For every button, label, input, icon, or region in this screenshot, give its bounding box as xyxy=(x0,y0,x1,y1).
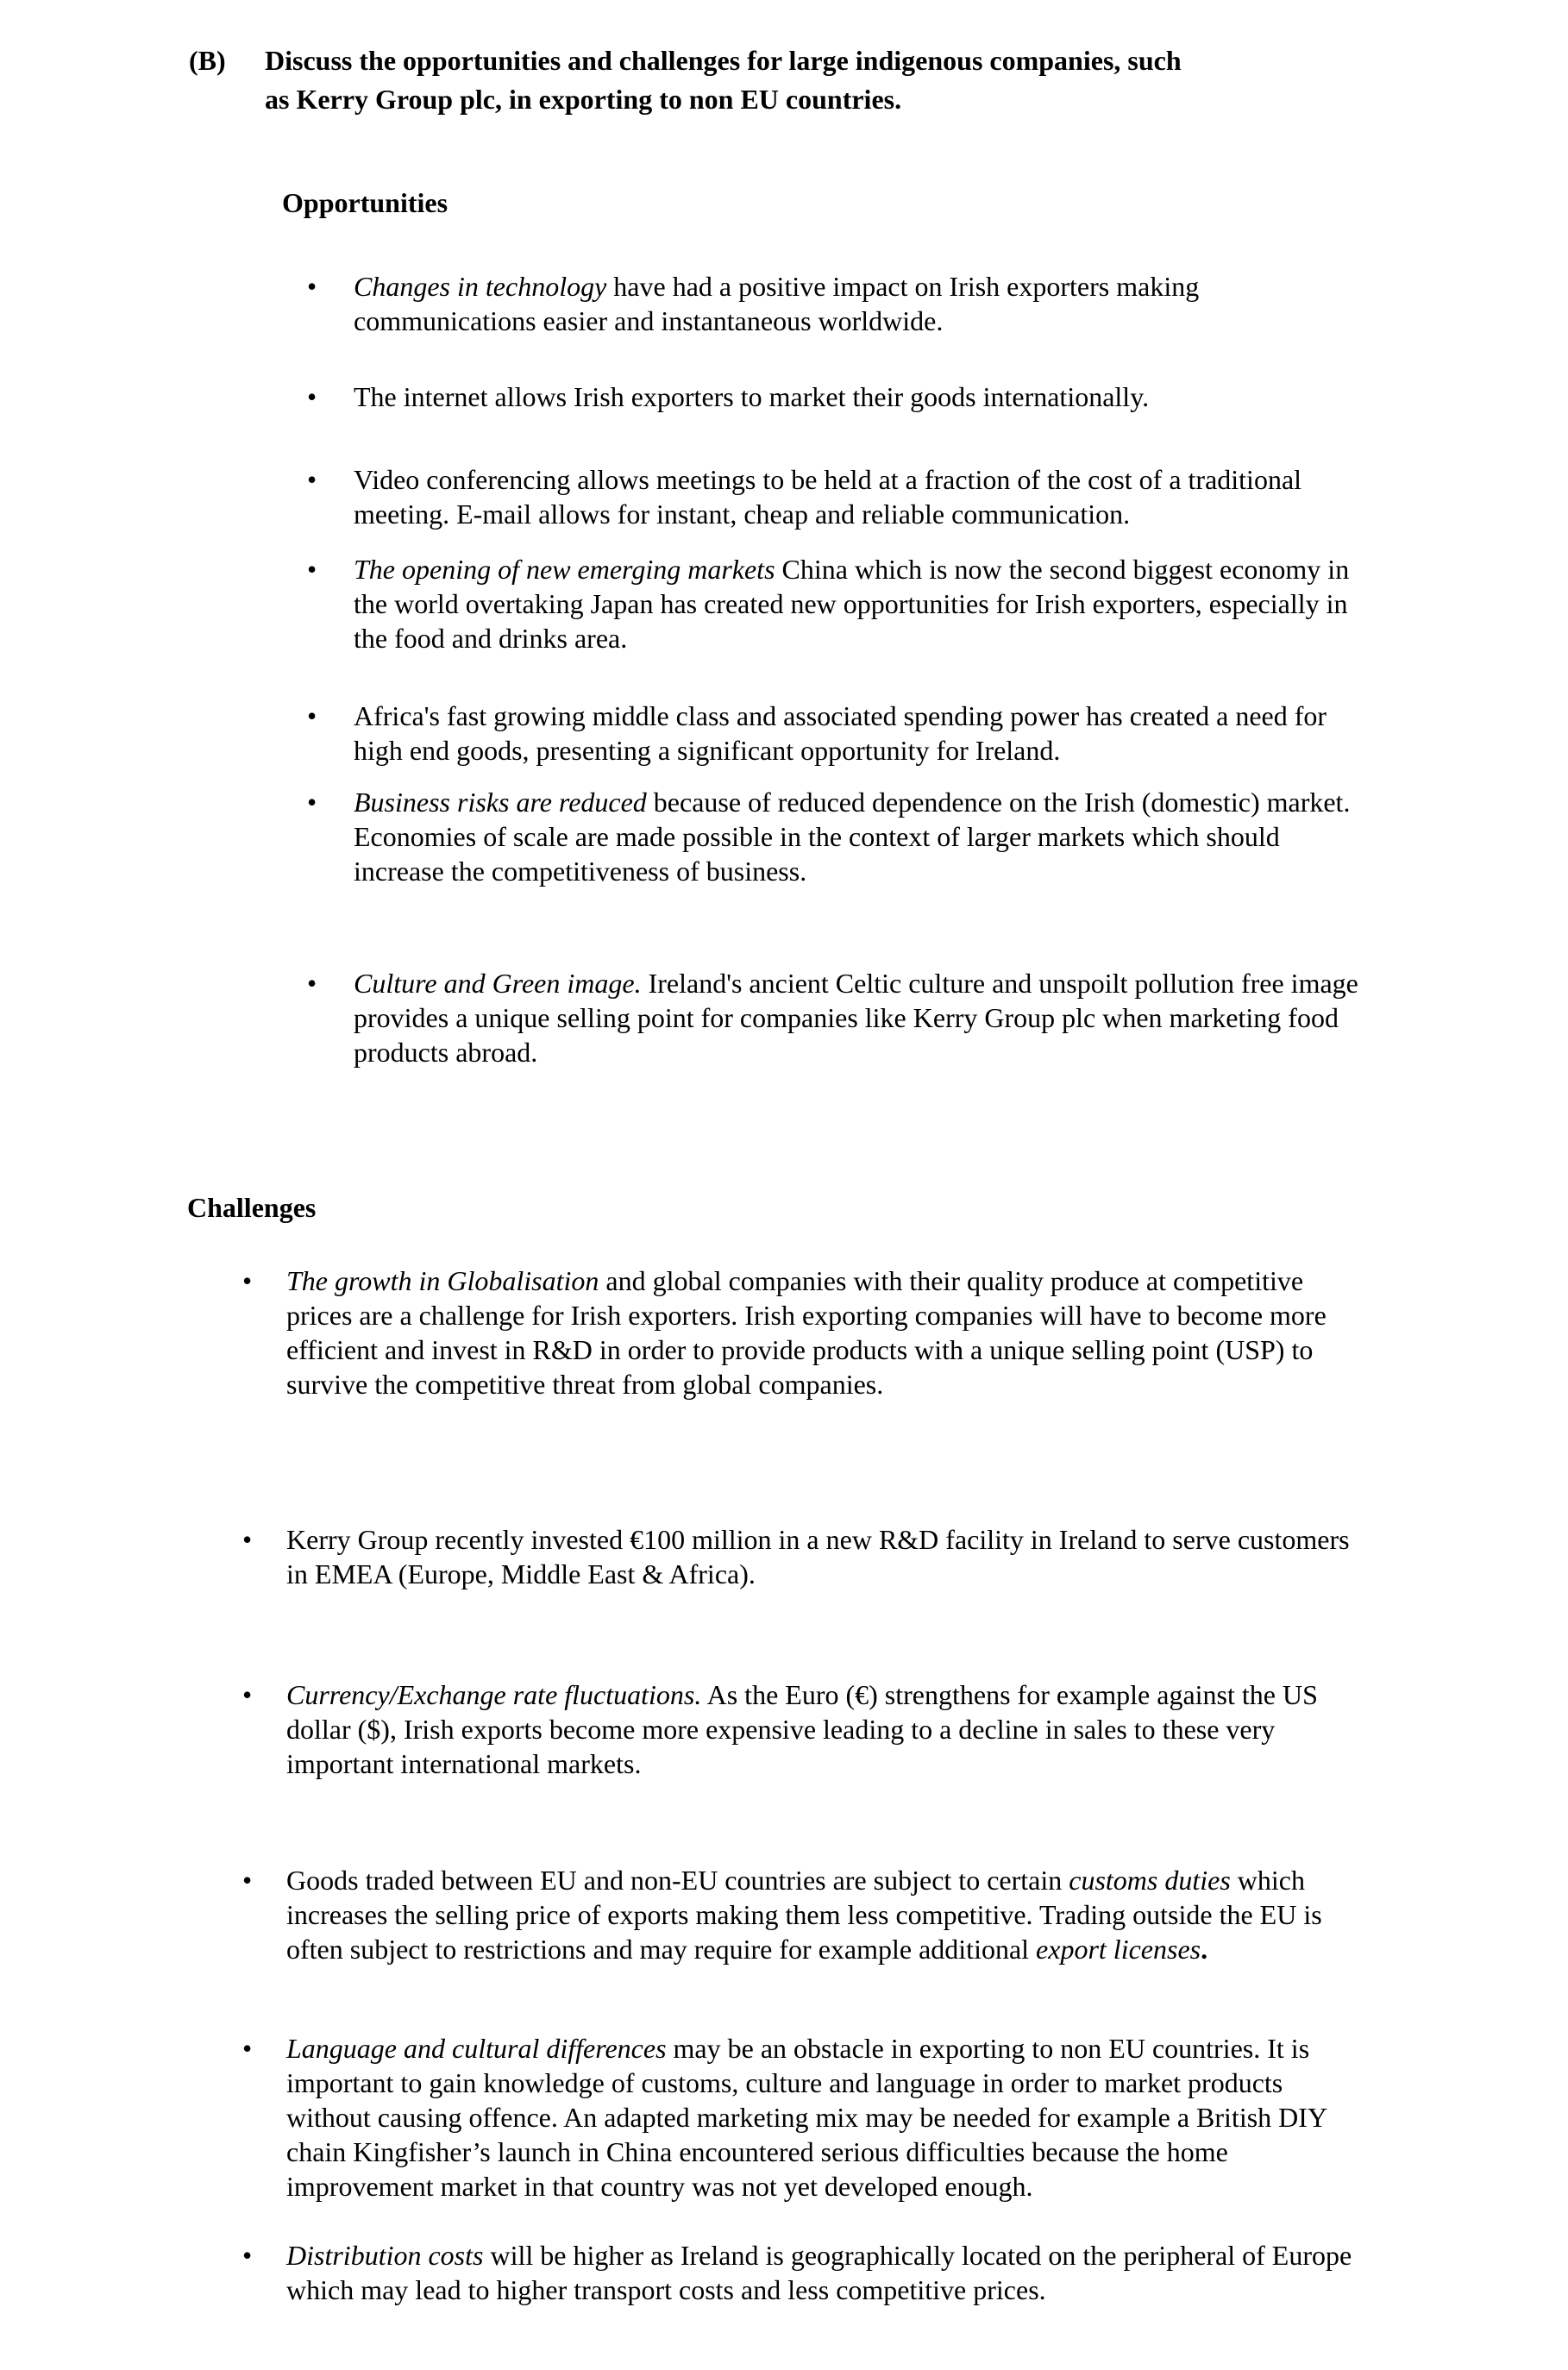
question-label: (B) xyxy=(189,45,226,76)
bullet-item xyxy=(242,1677,1352,1781)
text-segment: Currency/Exchange rate fluctuations. xyxy=(286,1679,702,1710)
text-segment: may be an obstacle in exporting to non EU countries. It is important to gain knowledge of customs, culture and language in order to market products without causing offence. An adapted marketing mix may be needed for example a British DIY chain Kingfisher’s launch in China encountered serious difficulties because the home improvement market in that country was not yet developed enough. xyxy=(286,2033,1327,2202)
text-segment: The growth in Globalisation xyxy=(286,1265,599,1296)
text-segment: The opening of new emerging markets xyxy=(354,554,775,585)
text-segment: The internet allows Irish exporters to market their goods internationally. xyxy=(354,381,1150,412)
text-segment: which increases the selling price of exports making them less competitive. Trading outside the EU is often subject to restrictions and may require for example additional xyxy=(286,1865,1322,1965)
text-segment: and global companies with their quality produce at competitive prices are a challenge for Irish exporters. Irish exporting companies will have to become more efficient and invest in R&D in order to provide products with a unique selling point (USP) to survive the competitive threat from global companies. xyxy=(286,1265,1327,1400)
text-segment: Business risks are reduced xyxy=(354,787,647,818)
text-segment: . xyxy=(1201,1934,1208,1965)
bullet-item xyxy=(242,1263,1352,1401)
text-segment: Video conferencing allows meetings to be held at a fraction of the cost of a traditional meeting. E-mail allows for instant, cheap and reliable communication. xyxy=(354,464,1302,530)
opportunities-list xyxy=(307,269,1568,1069)
text-segment: Ireland's ancient Celtic culture and unspoilt pollution free image provides a unique selling point for companies like Kerry Group plc when marketing food products abroad. xyxy=(354,968,1358,1068)
text-segment: China which is now the second biggest economy in the world overtaking Japan has created new opportunities for Irish exporters, especially in the food and drinks area. xyxy=(354,554,1350,654)
question-line-1: Discuss the opportunities and challenges for large indigenous companies, such xyxy=(265,45,1182,76)
text-segment: customs duties xyxy=(1069,1865,1231,1896)
bullet-item xyxy=(307,552,1358,655)
bullet-item xyxy=(242,2031,1352,2204)
bullet-item xyxy=(242,1863,1352,1966)
question-text xyxy=(265,41,1334,119)
bullet-item xyxy=(307,699,1358,768)
text-segment: As the Euro (€) strengthens for example against the US dollar ($), Irish exports become more expensive leading to a decline in sales to these very important international markets. xyxy=(286,1679,1318,1779)
text-segment: have had a positive impact on Irish exporters making communications easier and instantaneous worldwide. xyxy=(354,271,1200,336)
text-segment: will be higher as Ireland is geographically located on the peripheral of Europe which may lead to higher transport costs and less competitive prices. xyxy=(286,2240,1352,2305)
opportunities-heading: Opportunities xyxy=(282,187,448,218)
bullet-item xyxy=(307,462,1358,531)
challenges-list xyxy=(242,1263,1568,2307)
text-segment: Changes in technology xyxy=(354,271,607,302)
challenges-heading: Challenges xyxy=(187,1192,317,1223)
bullet-item xyxy=(307,379,1358,414)
bullet-item xyxy=(307,269,1358,338)
text-segment: Language and cultural differences xyxy=(286,2033,667,2064)
text-segment: Africa's fast growing middle class and associated spending power has created a need for high end goods, presenting a significant opportunity for Ireland. xyxy=(354,700,1327,766)
bullet-item xyxy=(307,785,1358,888)
bullet-item xyxy=(242,1522,1352,1591)
text-segment: Culture and Green image. xyxy=(354,968,642,999)
text-segment: Kerry Group recently invested €100 million in a new R&D facility in Ireland to serve customers in EMEA (Europe, Middle East & Africa). xyxy=(286,1524,1350,1589)
bullet-item xyxy=(242,2238,1425,2307)
text-segment: Distribution costs xyxy=(286,2240,484,2271)
question-header xyxy=(189,41,1568,119)
bullet-item xyxy=(307,966,1380,1069)
text-segment: because of reduced dependence on the Irish (domestic) market. Economies of scale are made possible in the context of larger markets which should increase the competitiveness of business. xyxy=(354,787,1351,887)
text-segment: Goods traded between EU and non-EU countries are subject to certain xyxy=(286,1865,1069,1896)
question-line-2: as Kerry Group plc, in exporting to non EU countries. xyxy=(265,84,902,115)
text-segment: export licenses xyxy=(1036,1934,1201,1965)
